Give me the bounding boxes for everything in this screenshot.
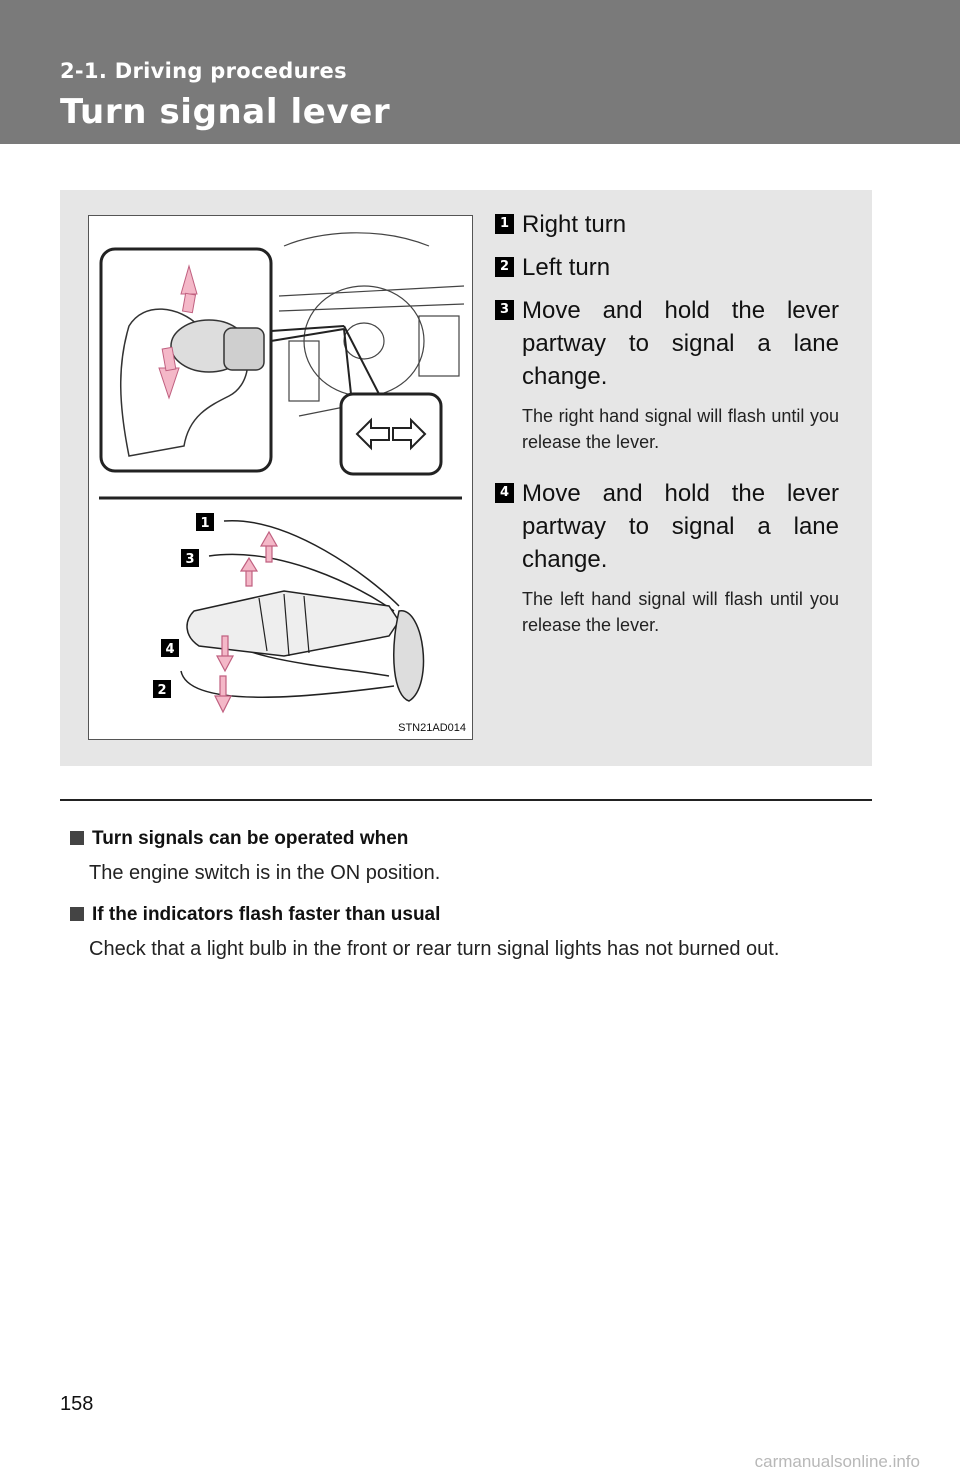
square-bullet-icon — [70, 907, 84, 921]
note-body: The engine switch is in the ON position. — [89, 862, 441, 884]
list-item — [495, 208, 839, 241]
figure-callouts — [153, 513, 214, 698]
page-number: 158 — [60, 1393, 94, 1415]
page-title: Turn signal lever — [60, 92, 391, 132]
note-heading-text: Turn signals can be operated when — [92, 828, 409, 849]
notes-section — [70, 826, 862, 978]
callout-2: 2 — [157, 683, 167, 698]
note-heading-text: If the indicators flash faster than usual — [92, 904, 441, 925]
lever-body — [187, 591, 399, 656]
item-number-badge: 1 — [495, 214, 514, 234]
lever-base — [394, 611, 424, 701]
item-label: Move and hold the lever partway to signal a lane change. — [522, 480, 839, 573]
item-number-badge: 2 — [495, 257, 514, 277]
page-header — [0, 0, 960, 144]
list-item — [495, 251, 839, 284]
watermark: carmanualsonline.info — [754, 1452, 920, 1471]
position-3-arrow — [241, 558, 257, 586]
callout-1: 1 — [200, 516, 210, 531]
section-title: 2-1. Driving procedures — [60, 59, 347, 83]
turn-signal-figure — [88, 215, 473, 740]
square-bullet-icon — [70, 831, 84, 845]
note-body: Check that a light bulb in the front or rear turn signal lights has not burned out. — [89, 938, 780, 960]
item-label: Right turn — [522, 211, 627, 238]
list-item — [495, 477, 839, 638]
section-divider — [60, 799, 872, 801]
item-note: The right hand signal will flash until you release the lever. — [522, 406, 839, 452]
note-heading — [70, 826, 862, 852]
item-list — [495, 208, 839, 660]
item-label: Move and hold the lever partway to signal a lane change. — [522, 297, 839, 390]
note-heading — [70, 902, 862, 928]
item-label: Left turn — [522, 254, 611, 281]
figure-code: STN21AD014 — [398, 722, 466, 734]
list-item — [495, 294, 839, 455]
turn-signal-illustration — [89, 216, 472, 739]
item-number-badge: 3 — [495, 300, 514, 320]
callout-4: 4 — [165, 642, 175, 657]
item-note: The left hand signal will flash until you release the lever. — [522, 589, 839, 635]
callout-3: 3 — [185, 552, 195, 567]
item-number-badge: 4 — [495, 483, 514, 503]
